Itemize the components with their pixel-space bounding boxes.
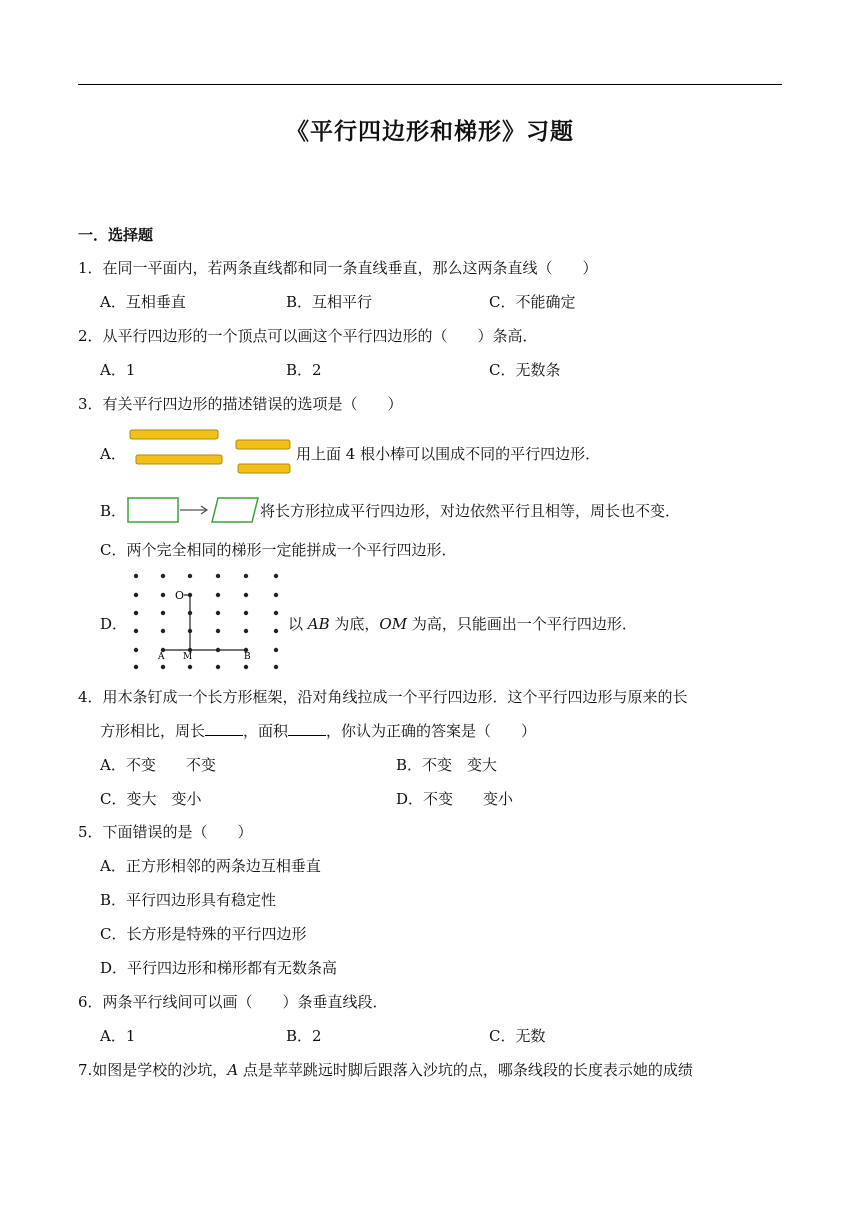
rectangle-to-parallelogram-figure [126,496,260,524]
q4-stem2-c: ，你认为正确的答案是（ ） [326,722,537,740]
grid-dot [134,611,138,615]
grid-dot [188,574,192,578]
grid-dot [274,665,278,669]
q3-option-b-text: 将长方形拉成平行四边形，对边依然平行且相等，周长也不变． [260,502,681,520]
blank-perimeter [205,721,243,736]
grid-dot [274,629,278,633]
q4-option-d: D．不变 变小 [396,790,514,808]
header-rule [78,84,782,85]
grid-dot [244,574,248,578]
grid-dot [188,665,192,669]
q2-stem: 2．从平行四边形的一个顶点可以画这个平行四边形的（ ）条高． [78,327,538,345]
q7-post: 点是苹苹跳远时脚后跟落入沙坑的点，哪条线段的长度表示她的成绩 [238,1061,693,1079]
q3-d-post: 为高，只能画出一个平行四边形． [407,615,637,633]
q5-option-a: A．正方形相邻的两条边互相垂直 [100,857,321,875]
q5-stem: 5．下面错误的是（ ） [78,823,253,841]
q1-option-c: C．不能确定 [489,293,576,311]
q4-stem2-b: ，面积 [243,722,289,740]
grid-dot [134,574,138,578]
q3-option-c: C．两个完全相同的梯形一定能拼成一个平行四边形． [100,541,457,559]
q5-option-b: B．平行四边形具有稳定性 [100,891,277,909]
blank-area [288,721,326,736]
q3-d-pre: 以 [288,615,308,633]
grid-dot [161,593,165,597]
grid-dot [244,593,248,597]
q7-stem [78,1060,693,1080]
q3-option-d-label: D． [100,615,128,633]
q3-d-om: OM [379,615,408,633]
grid-dot [274,648,278,652]
grid-dot [216,611,220,615]
grid-label-b: B [244,652,251,662]
grid-dot [161,665,165,669]
q4-option-c: C．变大 变小 [100,790,202,808]
grid-dot [134,665,138,669]
q6-option-a: A．1 [100,1027,136,1045]
q3-d-mid: 为底， [329,615,380,633]
section-heading: 一．选择题 [78,226,154,244]
grid-dot [161,611,165,615]
grid-dot [274,611,278,615]
q3-option-a-text: 用上面 4 根小棒可以围成不同的平行四边形． [296,445,601,463]
grid-dot [216,574,220,578]
grid-dot [161,574,165,578]
q4-stem-line1: 4．用木条钉成一个长方形框架，沿对角线拉成一个平行四边形．这个平行四边形与原来的长 [78,688,688,706]
grid-dot [134,629,138,633]
q4-option-a: A．不变 不变 [100,756,216,774]
q1-stem: 1．在同一平面内，若两条直线都和同一条直线垂直，那么这两条直线（ ） [78,259,598,277]
q3-option-b-label: B． [100,502,127,520]
q7-pre: 7.如图是学校的沙坑， [78,1061,228,1079]
grid-dot [216,629,220,633]
grid-label-o: O [175,589,185,602]
grid-dot [216,593,220,597]
page-title: 《平行四边形和梯形》习题 [286,119,574,145]
dot-grid-figure [126,566,286,676]
q3-option-d-text [288,614,637,634]
q6-stem: 6．两条平行线间可以画（ ）条垂直线段． [78,993,388,1011]
q4-stem2-a: 方形相比，周长 [100,722,206,740]
q6-option-c: C．无数 [489,1027,546,1045]
grid-dot [161,629,165,633]
q2-option-c: C．无数条 [489,361,561,379]
q7-point-a: A [227,1061,239,1079]
grid-dot [216,665,220,669]
grid-dot [244,665,248,669]
q4-stem-line2 [100,721,536,741]
grid-label-m: M [183,652,193,662]
q4-option-b: B．不变 变大 [396,756,498,774]
q1-option-a: A．互相垂直 [100,293,186,311]
q3-stem: 3．有关平行四边形的描述错误的选项是（ ） [78,395,403,413]
sticks-figure [128,424,294,480]
q1-option-b: B．互相平行 [286,293,373,311]
grid-dot [134,648,138,652]
q3-d-ab: AB [307,615,330,633]
grid-dot [274,574,278,578]
q3-option-a-label: A． [100,445,126,463]
grid-label-a: A [158,652,165,662]
q2-option-b: B．2 [286,361,322,379]
grid-dot [134,593,138,597]
q5-option-d: D．平行四边形和梯形都有无数条高 [100,959,338,977]
grid-dot [244,629,248,633]
q5-option-c: C．长方形是特殊的平行四边形 [100,925,307,943]
q2-option-a: A．1 [100,361,136,379]
grid-dot [244,611,248,615]
q6-option-b: B．2 [286,1027,322,1045]
grid-dot [274,593,278,597]
